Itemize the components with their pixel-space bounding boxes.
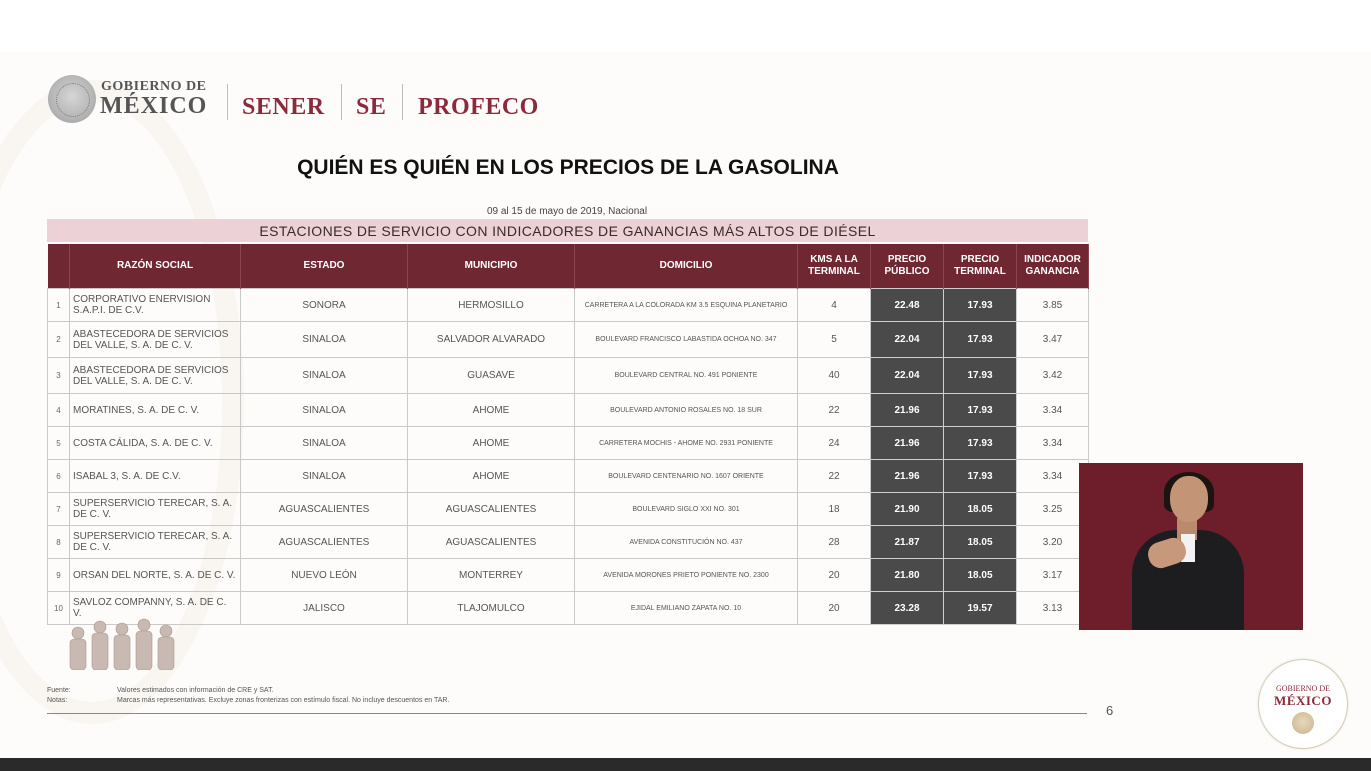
table-row	[48, 460, 1089, 493]
municipio-cell: AGUASCALIENTES	[408, 526, 575, 559]
logo-divider	[227, 84, 228, 120]
notas-text: Marcas más representativas. Excluye zonas fronterizas con estímulo fiscal. No incluye descuentos en TAR.	[117, 697, 450, 704]
logo-sener: SENER	[242, 94, 325, 120]
logo-mexico: MÉXICO	[100, 93, 208, 119]
row-number: 1	[48, 289, 70, 322]
kms-cell: 20	[798, 559, 871, 592]
domicilio-cell: AVENIDA MORONES PRIETO PONIENTE NO. 2300	[575, 559, 798, 592]
col-header-domicilio: DOMICILIO	[575, 244, 798, 289]
domicilio-cell: CARRETERA A LA COLORADA KM 3.5 ESQUINA PLANETARIO	[575, 289, 798, 322]
kms-cell: 18	[798, 493, 871, 526]
historical-figures-illustration	[60, 615, 190, 670]
precio-publico-cell: 21.80	[871, 559, 944, 592]
row-number: 2	[48, 322, 70, 358]
estado-cell: SINALOA	[241, 427, 408, 460]
corner-logo-mexico: MÉXICO	[1274, 693, 1332, 708]
row-number: 7	[48, 493, 70, 526]
table-row	[48, 559, 1089, 592]
precio-terminal-cell: 17.93	[944, 460, 1017, 493]
table-row	[48, 493, 1089, 526]
precio-terminal-cell: 17.93	[944, 427, 1017, 460]
razon-social-cell: SUPERSERVICIO TERECAR, S. A. DE C. V.	[70, 526, 241, 559]
precio-publico-cell: 22.48	[871, 289, 944, 322]
row-number: 6	[48, 460, 70, 493]
razon-social-cell: COSTA CÁLIDA, S. A. DE C. V.	[70, 427, 241, 460]
razon-social-cell: SAVLOZ COMPANNY, S. A. DE C. V.	[70, 592, 241, 625]
interpreter-figure-head	[1170, 476, 1208, 522]
municipio-cell: SALVADOR ALVARADO	[408, 322, 575, 358]
indicador-cell: 3.34	[1017, 394, 1089, 427]
table-row	[48, 358, 1089, 394]
col-header-razon-social: RAZÓN SOCIAL	[70, 244, 241, 289]
notas-label: Notas:	[47, 697, 68, 704]
kms-cell: 5	[798, 322, 871, 358]
precio-terminal-cell: 17.93	[944, 358, 1017, 394]
precio-publico-cell: 21.96	[871, 427, 944, 460]
indicador-cell: 3.42	[1017, 358, 1089, 394]
precio-publico-cell: 21.87	[871, 526, 944, 559]
corner-seal-icon	[1292, 712, 1314, 734]
municipio-cell: AHOME	[408, 460, 575, 493]
municipio-cell: AGUASCALIENTES	[408, 493, 575, 526]
kms-cell: 24	[798, 427, 871, 460]
domicilio-cell: CARRETERA MOCHIS - AHOME NO. 2931 PONIENTE	[575, 427, 798, 460]
col-header-municipio: MUNICIPIO	[408, 244, 575, 289]
col-header-precio-terminal: PRECIO TERMINAL	[944, 244, 1017, 289]
precio-publico-cell: 22.04	[871, 358, 944, 394]
razon-social-cell: CORPORATIVO ENERVISION S.A.P.I. DE C.V.	[70, 289, 241, 322]
domicilio-cell: BOULEVARD CENTENARIO NO. 1607 ORIENTE	[575, 460, 798, 493]
table-row	[48, 526, 1089, 559]
stations-table	[47, 244, 1089, 625]
period-subtitle: 09 al 15 de mayo de 2019, Nacional	[486, 206, 648, 217]
footnotes	[47, 686, 449, 706]
estado-cell: SINALOA	[241, 322, 408, 358]
kms-cell: 28	[798, 526, 871, 559]
precio-terminal-cell: 18.05	[944, 559, 1017, 592]
logo-divider	[341, 84, 342, 120]
kms-cell: 20	[798, 592, 871, 625]
logo-profeco: PROFECO	[418, 94, 539, 120]
row-number: 4	[48, 394, 70, 427]
kms-cell: 4	[798, 289, 871, 322]
table-banner-title: ESTACIONES DE SERVICIO CON INDICADORES DE GANANCIAS MÁS ALTOS DE DIÉSEL	[47, 219, 1088, 242]
estado-cell: SINALOA	[241, 394, 408, 427]
municipio-cell: AHOME	[408, 427, 575, 460]
page-title: QUIÉN ES QUIÉN EN LOS PRECIOS DE LA GASOLINA	[297, 156, 839, 179]
precio-terminal-cell: 17.93	[944, 289, 1017, 322]
table-row	[48, 322, 1089, 358]
col-header-estado: ESTADO	[241, 244, 408, 289]
precio-terminal-cell: 18.05	[944, 526, 1017, 559]
corner-logo-gobierno-de: GOBIERNO DE	[1276, 684, 1330, 693]
estado-cell: JALISCO	[241, 592, 408, 625]
corner-gobierno-logo	[1258, 659, 1348, 749]
col-header-kms: KMS A LA TERMINAL	[798, 244, 871, 289]
table-row	[48, 427, 1089, 460]
footer-divider	[47, 713, 1087, 714]
domicilio-cell: BOULEVARD SIGLO XXI NO. 301	[575, 493, 798, 526]
precio-publico-cell: 22.04	[871, 322, 944, 358]
precio-publico-cell: 21.96	[871, 460, 944, 493]
estado-cell: AGUASCALIENTES	[241, 526, 408, 559]
precio-publico-cell: 21.96	[871, 394, 944, 427]
precio-terminal-cell: 18.05	[944, 493, 1017, 526]
estado-cell: NUEVO LEÓN	[241, 559, 408, 592]
table-header-row	[48, 244, 1089, 289]
logo-se: SE	[356, 94, 387, 120]
indicador-cell: 3.13	[1017, 592, 1089, 625]
municipio-cell: HERMOSILLO	[408, 289, 575, 322]
razon-social-cell: ABASTECEDORA DE SERVICIOS DEL VALLE, S. A. DE C. V.	[70, 358, 241, 394]
razon-social-cell: ORSAN DEL NORTE, S. A. DE C. V.	[70, 559, 241, 592]
domicilio-cell: AVENIDA CONSTITUCIÓN NO. 437	[575, 526, 798, 559]
estado-cell: SINALOA	[241, 358, 408, 394]
precio-terminal-cell: 17.93	[944, 322, 1017, 358]
table-row	[48, 394, 1089, 427]
precio-publico-cell: 21.90	[871, 493, 944, 526]
precio-terminal-cell: 19.57	[944, 592, 1017, 625]
municipio-cell: AHOME	[408, 394, 575, 427]
logo-gobierno-de: GOBIERNO DE	[101, 79, 207, 94]
indicador-cell: 3.85	[1017, 289, 1089, 322]
razon-social-cell: MORATINES, S. A. DE C. V.	[70, 394, 241, 427]
razon-social-cell: ISABAL 3, S. A. DE C.V.	[70, 460, 241, 493]
razon-social-cell: SUPERSERVICIO TERECAR, S. A. DE C. V.	[70, 493, 241, 526]
indicador-cell: 3.20	[1017, 526, 1089, 559]
fuente-text: Valores estimados con información de CRE y SAT.	[117, 687, 274, 694]
estado-cell: SONORA	[241, 289, 408, 322]
domicilio-cell: BOULEVARD ANTONIO ROSALES NO. 18 SUR	[575, 394, 798, 427]
video-top-bar	[0, 0, 1371, 52]
kms-cell: 22	[798, 460, 871, 493]
municipio-cell: GUASAVE	[408, 358, 575, 394]
table-row	[48, 289, 1089, 322]
indicador-cell: 3.17	[1017, 559, 1089, 592]
domicilio-cell: EJIDAL EMILIANO ZAPATA NO. 10	[575, 592, 798, 625]
indicador-cell: 3.47	[1017, 322, 1089, 358]
indicador-cell: 3.25	[1017, 493, 1089, 526]
table-row	[48, 592, 1089, 625]
municipio-cell: MONTERREY	[408, 559, 575, 592]
fuente-label: Fuente:	[47, 687, 71, 694]
estado-cell: AGUASCALIENTES	[241, 493, 408, 526]
col-header-number	[48, 244, 70, 289]
domicilio-cell: BOULEVARD CENTRAL NO. 491 PONIENTE	[575, 358, 798, 394]
video-bottom-bar	[0, 758, 1371, 771]
indicador-cell: 3.34	[1017, 460, 1089, 493]
row-number: 9	[48, 559, 70, 592]
precio-publico-cell: 23.28	[871, 592, 944, 625]
domicilio-cell: BOULEVARD FRANCISCO LABASTIDA OCHOA NO. 347	[575, 322, 798, 358]
row-number: 8	[48, 526, 70, 559]
municipio-cell: TLAJOMULCO	[408, 592, 575, 625]
mexico-seal-icon	[48, 75, 96, 123]
indicador-cell: 3.34	[1017, 427, 1089, 460]
row-number: 5	[48, 427, 70, 460]
kms-cell: 22	[798, 394, 871, 427]
razon-social-cell: ABASTECEDORA DE SERVICIOS DEL VALLE, S. A. DE C. V.	[70, 322, 241, 358]
estado-cell: SINALOA	[241, 460, 408, 493]
kms-cell: 40	[798, 358, 871, 394]
row-number: 10	[48, 592, 70, 625]
page-number: 6	[1106, 703, 1114, 718]
precio-terminal-cell: 17.93	[944, 394, 1017, 427]
col-header-precio-publico: PRECIO PÚBLICO	[871, 244, 944, 289]
col-header-indicador: INDICADOR GANANCIA	[1017, 244, 1089, 289]
logo-divider	[402, 84, 403, 120]
row-number: 3	[48, 358, 70, 394]
